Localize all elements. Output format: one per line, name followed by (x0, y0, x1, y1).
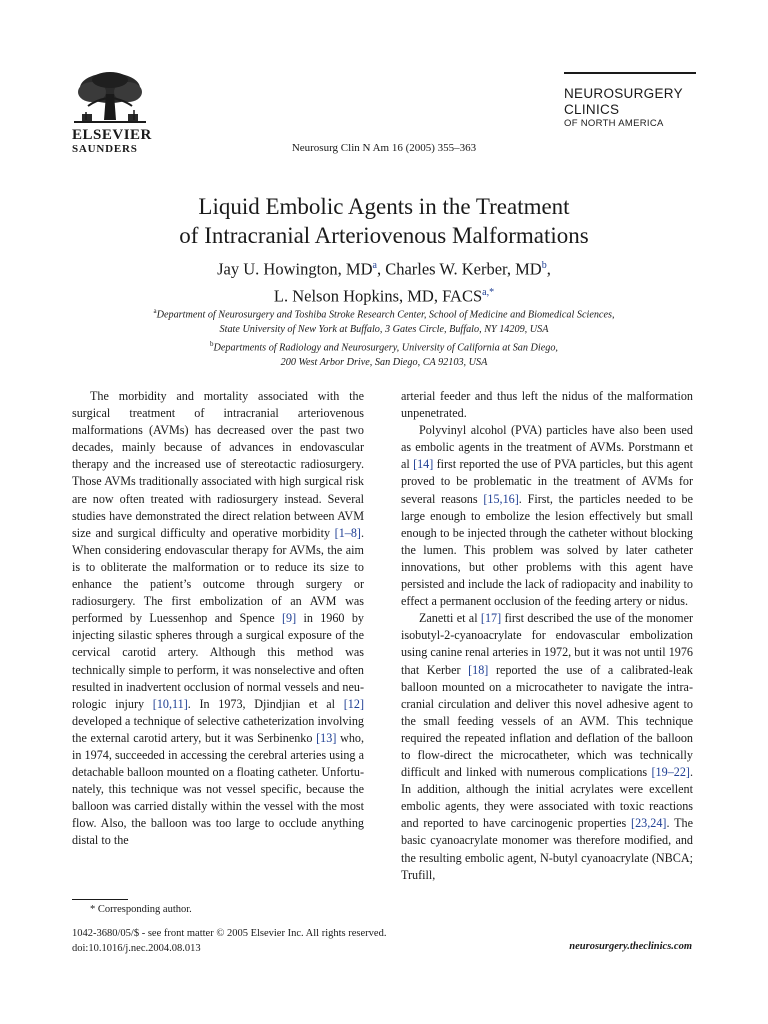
journal-title-line3: OF NORTH AMERICA (564, 118, 664, 129)
body-column-left (72, 388, 364, 850)
journal-website-link[interactable]: neurosurgery.theclinics.com (569, 941, 692, 952)
publisher-imprint: SAUNDERS (72, 143, 138, 155)
affiliation-text: 200 West Arbor Drive, San Diego, CA 92103, USA (280, 356, 488, 368)
citation-link[interactable]: [13] (316, 730, 337, 745)
author-affiliation-marker[interactable]: a (372, 260, 377, 271)
footnote-divider (72, 899, 128, 900)
citation-link[interactable]: [9] (281, 611, 297, 626)
journal-logo (564, 72, 696, 130)
citation-link[interactable]: [1–8] (334, 525, 361, 540)
body-column-right (401, 388, 693, 884)
body-paragraph: arterial feeder and thus left the nidus of the malformation unpenetrated. (401, 389, 693, 421)
body-paragraph: The morbidity and mortality associated with the surgical treatment of intracranial arteriovenous malformations (AVMs) has decreased over the past two decades, mainly because of advances in endovascular therapy and the increased use of stereotactic radiosurgery. Those AVMs traditionally associated with high surgical risk are now often treated with radiosurgery instead. Several studies have demonstrated the direct relation between AVM size and surgical difficulty and operative morbidity [1–8]. When considering endovascular therapy for AVMs, the aim is to obliterate the malformation or to reduce its size to enhance the patient’s outcome through surgery or radiosurgery. The first embolization of an AVM was performed by Luessenhop and Spence [9] in 1960 by injecting silastic spheres through a surgical exposure of the cervical carotid artery. Although this method was technically simple to perform, it was nonselective and often resulted in inadvertent occlusion of normal vessels and neurologic injury [10,11]. In 1973, Djindjian et al [12] developed a technique of selective catheterization involving the external carotid artery, but it was Serbinenko [13] who, in 1974, succeeded in accessing the cerebral arteries using a detachable balloon mounted on a floating catheter. Unfortunately, this technique was not vessel specific, because the balloon was carried distally within the vessel with the most flow. Also, the balloon was too large to occlude anything distal to the (72, 389, 365, 848)
footer-info (72, 927, 386, 956)
journal-title-line1: NEUROSURGERY (564, 86, 683, 101)
citation-link[interactable]: [17] (480, 611, 502, 626)
journal-title-line2: CLINICS (564, 102, 620, 117)
citation-link[interactable]: [23,24] (631, 816, 667, 831)
article-title-line2: of Intracranial Arteriovenous Malformations (179, 223, 589, 248)
doi-line[interactable]: doi:10.1016/j.nec.2004.08.013 (72, 942, 201, 954)
footnote: * Corresponding author. (90, 904, 192, 915)
elsevier-tree-icon (72, 70, 148, 126)
body-paragraph: Zanetti et al [17] first described the use of the monomer isobutyl-2-cyanoacrylate for endovascular embolization using canine renal arteries in 1972, but it was not until 1976 that Kerber [18] reported the use of a calibrated-leak balloon mounted on a microcatheter to navigate the intracranial circulation and deliver this novel adhesive agent to the small feeding vessels of an AVM. This technique required the repeated inflation and deflation of the balloon to flow-direct the microcatheter, which was technically difficult and linked with numerous complications [19–22]. In addition, although the initial acrylates were excellent embolic agents, they were associated with toxic reactions and reported to have carcinogenic properties [23,24]. The basic cyanoacrylate monomer was therefore modified, and the resulting embolic agent, N-butyl cyanoacrylate (NBCA; Trufill, (401, 611, 694, 882)
body-paragraph: Polyvinyl alcohol (PVA) particles have also been used as embolic agents in the treatment of AVMs. Porstmann et al [14] first reported the use of PVA particles, but this agent proved to be problematic in the treatment of AVMs for several reasons [15,16]. First, the particles needed to be large enough to embolize the lesion effectively but small enough to be injected through the catheter without blocking the lumen. This problem was solved by later catheter innovations, but other problems with this agent have persisted and include the lack of radiopacity and inability to effect a permanent occlusion of the feeding artery or nidus. (401, 423, 694, 609)
article-title (0, 192, 768, 250)
journal-rule (564, 72, 696, 74)
affiliation-marker: b (210, 339, 214, 348)
author-separator: , (376, 259, 386, 279)
affiliation-text: State University of New York at Buffalo, 3 Gates Circle, Buffalo, NY 14209, USA (219, 323, 549, 335)
citation-link[interactable]: [12] (343, 696, 364, 711)
author-affiliation-marker[interactable]: a,* (482, 286, 495, 298)
publisher-name: ELSEVIER (72, 127, 152, 143)
citation-link[interactable]: [14] (413, 457, 434, 472)
affiliation-text: Department of Neurosurgery and Toshiba Stroke Research Center, School of Medicine and Biomedical Sciences, (156, 309, 615, 321)
affiliation-marker: a (153, 307, 157, 315)
citation-link[interactable]: [15,16] (483, 491, 519, 506)
author-separator: , (546, 259, 551, 279)
affiliations (0, 304, 768, 370)
author-name: L. Nelson Hopkins, MD, FACS (273, 286, 483, 305)
citation-link[interactable]: [10,11] (152, 696, 188, 711)
author-name: Charles W. Kerber, MD (385, 259, 542, 279)
author-affiliation-marker[interactable]: b (541, 260, 547, 271)
affiliation-text: Departments of Radiology and Neurosurgery, University of California at San Diego, (213, 342, 558, 354)
article-title-line1: Liquid Embolic Agents in the Treatment (198, 194, 570, 219)
copyright-line: 1042-3680/05/$ - see front matter © 2005 Elsevier Inc. All rights reserved. (72, 928, 387, 939)
citation-link[interactable]: [19–22] (651, 765, 690, 780)
author-name: Jay U. Howington, MD (217, 259, 373, 279)
author-list (0, 254, 768, 307)
citation-link[interactable]: [18] (468, 662, 489, 677)
journal-citation: Neurosurg Clin N Am 16 (2005) 355–363 (291, 142, 477, 154)
